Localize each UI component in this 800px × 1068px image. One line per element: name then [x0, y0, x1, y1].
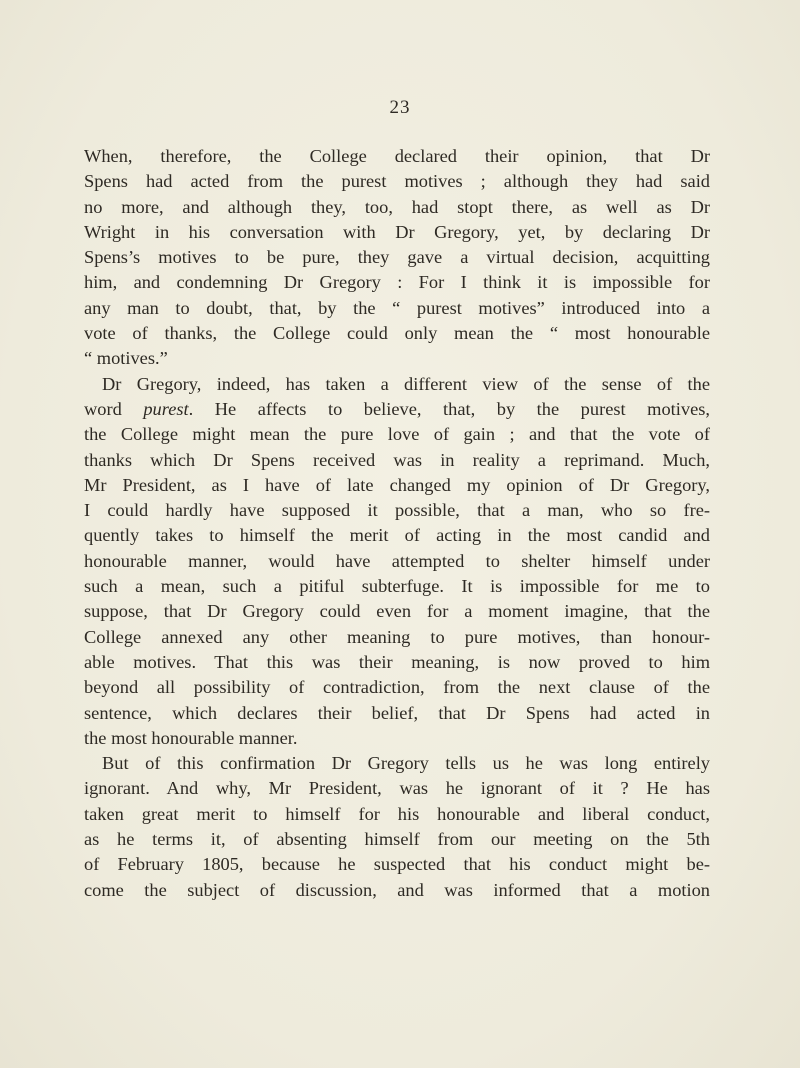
text-line: I could hardly have supposed it possible, that a man, who so fre-	[84, 500, 710, 521]
page-number: 23	[389, 97, 411, 118]
text-line: When, therefore, the College declared their opinion, that Dr	[84, 146, 710, 166]
text-line: Mr President, as I have of late changed my opinion of Dr Gregory,	[84, 474, 710, 495]
text-line: him, and condemning Dr Gregory : For I think it is impossible for	[84, 272, 710, 293]
text-line: taken great merit to himself for his honourable and liberal conduct,	[84, 803, 710, 824]
text-line: Spens had acted from the purest motives ; although they had said	[84, 171, 710, 192]
text-line: Dr Gregory, indeed, has taken a different view of the sense of the	[102, 373, 710, 394]
paragraph-1	[84, 144, 710, 372]
text-line: any man to doubt, that, by the “ purest motives” introduced into a	[84, 297, 710, 318]
text-line: no more, and although they, too, had stopt there, as well as Dr	[84, 196, 710, 217]
text-line: of February 1805, because he suspected that his conduct might be-	[84, 854, 710, 875]
text-line: vote of thanks, the College could only mean the “ most honourable	[84, 323, 710, 344]
paragraph-2	[84, 372, 710, 751]
text-line: word purest. He affects to believe, that, by the purest motives,	[84, 398, 710, 419]
text-line: the College might mean the pure love of gain ; and that the vote of	[84, 424, 710, 445]
text-line: College annexed any other meaning to pure motives, than honour-	[84, 626, 710, 647]
text-line: come the subject of discussion, and was informed that a motion	[84, 879, 710, 900]
text-line: able motives. That this was their meaning, is now proved to him	[84, 651, 710, 672]
text-line: suppose, that Dr Gregory could even for a moment imagine, that the	[84, 601, 710, 622]
text-line: “ motives.”	[84, 348, 168, 369]
text-line: beyond all possibility of contradiction, from the next clause of the	[84, 677, 710, 698]
text-line: as he terms it, of absenting himself from our meeting on the 5th	[84, 829, 710, 850]
text-line: such a mean, such a pitiful subterfuge. It is impossible for me to	[84, 576, 710, 597]
text-line: But of this confirmation Dr Gregory tells us he was long entirely	[102, 753, 710, 774]
text-line: ignorant. And why, Mr President, was he ignorant of it ? He has	[84, 778, 710, 799]
text-line: the most honourable manner.	[84, 727, 298, 748]
text-line: quently takes to himself the merit of acting in the most candid and	[84, 525, 710, 546]
text-line: thanks which Dr Spens received was in reality a reprimand. Much,	[84, 449, 710, 470]
text-line: Wright in his conversation with Dr Gregory, yet, by declaring Dr	[84, 221, 710, 242]
paragraph-3	[84, 751, 710, 903]
text-line: sentence, which declares their belief, that Dr Spens had acted in	[84, 702, 710, 723]
text-line: honourable manner, would have attempted to shelter himself under	[84, 550, 710, 571]
text-line: Spens’s motives to be pure, they gave a virtual decision, acquitting	[84, 247, 710, 268]
body-text	[84, 144, 710, 903]
